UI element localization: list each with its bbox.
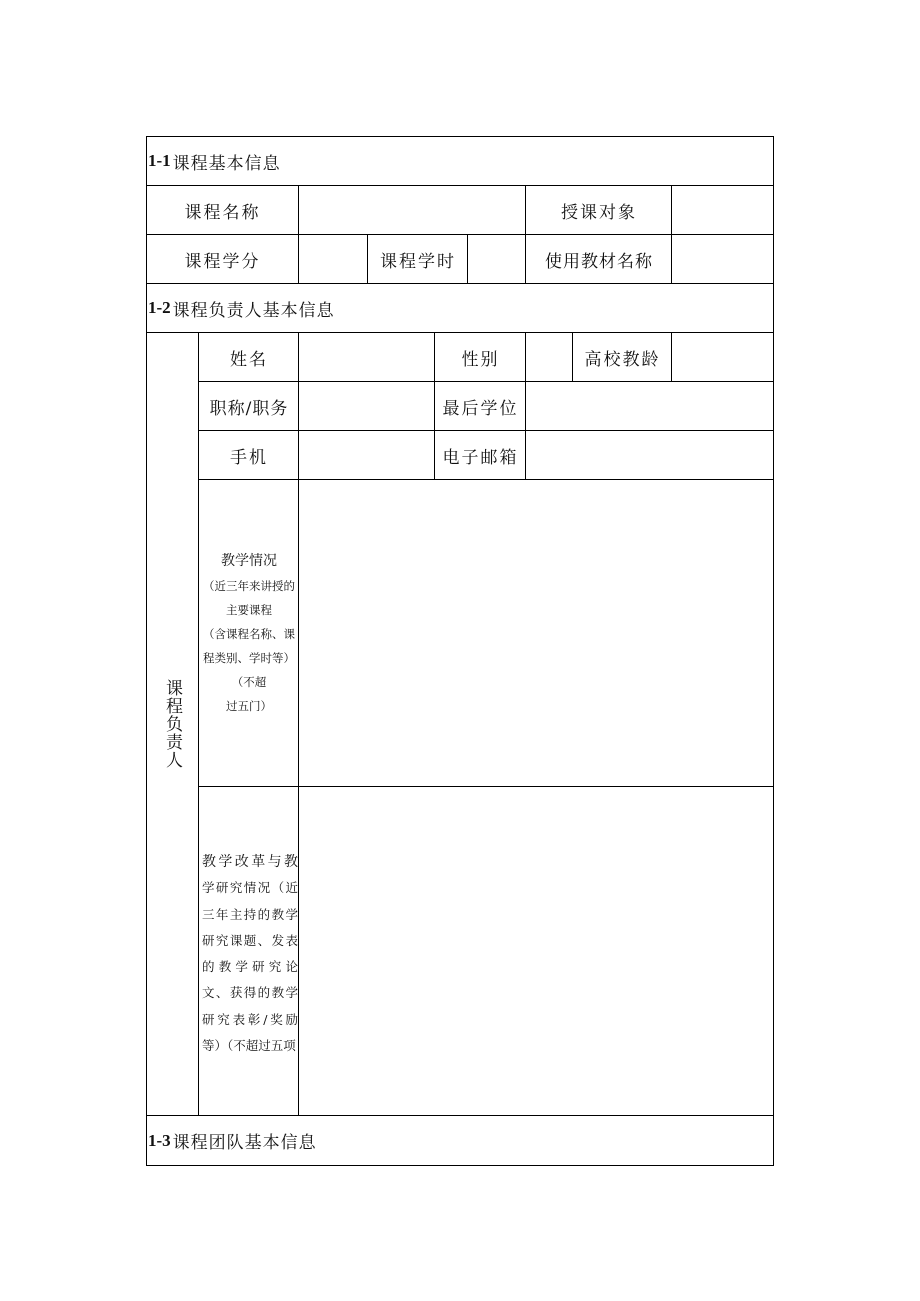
credit-field[interactable] xyxy=(299,234,368,284)
teaching-note-line: 过五门） xyxy=(226,699,272,713)
section-number: 1-2 xyxy=(148,298,171,317)
section-title: 课程团队基本信息 xyxy=(172,1133,317,1153)
leader-name-field[interactable] xyxy=(299,332,435,382)
section-title: 课程负责人基本信息 xyxy=(172,300,335,321)
leader-side-text: 课程负责人 xyxy=(162,679,182,769)
degree-label: 最后学位 xyxy=(442,398,519,419)
audience-field[interactable] xyxy=(672,185,774,235)
section-1-2-header xyxy=(146,283,774,333)
section-title: 课程基本信息 xyxy=(172,153,281,174)
research-field[interactable] xyxy=(299,786,774,1116)
teaching-note-line: 程类别、学时等） xyxy=(203,651,295,665)
leader-side-label xyxy=(146,332,199,1116)
hours-label: 课程学时 xyxy=(380,251,456,272)
section-number: 1-3 xyxy=(148,1130,171,1150)
research-title: 教学改革与教 xyxy=(202,854,298,870)
research-label xyxy=(199,849,299,1059)
seniority-field[interactable] xyxy=(672,332,774,382)
course-name-label: 课程名称 xyxy=(184,202,261,223)
credit-label: 课程学分 xyxy=(184,251,261,272)
job-title-label: 职称/职务 xyxy=(209,398,289,419)
textbook-field[interactable] xyxy=(672,234,774,284)
job-title-field[interactable] xyxy=(299,381,435,431)
leader-name-label: 姓名 xyxy=(230,349,268,370)
phone-field[interactable] xyxy=(299,430,435,480)
teaching-note-line: 主要课程 xyxy=(226,603,272,617)
teaching-label xyxy=(199,548,299,718)
course-application-form xyxy=(146,136,774,1166)
email-field[interactable] xyxy=(526,430,774,480)
textbook-label: 使用教材名称 xyxy=(545,251,653,272)
hours-field[interactable] xyxy=(468,234,526,284)
teaching-note-line: （不超 xyxy=(231,675,267,689)
teaching-field[interactable] xyxy=(299,479,774,787)
gender-field[interactable] xyxy=(526,332,573,382)
section-1-1-header xyxy=(146,136,774,186)
teaching-note-line: （近三年来讲授的 xyxy=(203,579,295,593)
section-number: 1-1 xyxy=(148,151,171,170)
research-note: 学研究情况（近三年主持的教学研究课题、发表的教学研究论文、获得的教学研究表彰/奖励等）（不超过五项 xyxy=(202,880,298,1054)
degree-field[interactable] xyxy=(526,381,774,431)
teaching-note-line: （含课程名称、课 xyxy=(203,627,295,641)
teaching-title: 教学情况 xyxy=(221,553,277,569)
audience-label: 授课对象 xyxy=(561,202,637,223)
course-name-field[interactable] xyxy=(299,185,526,235)
seniority-label: 高校教龄 xyxy=(584,349,661,370)
email-label: 电子邮箱 xyxy=(442,447,519,468)
gender-label: 性别 xyxy=(461,349,500,370)
section-1-3-header xyxy=(146,1115,774,1166)
phone-label: 手机 xyxy=(230,447,268,468)
